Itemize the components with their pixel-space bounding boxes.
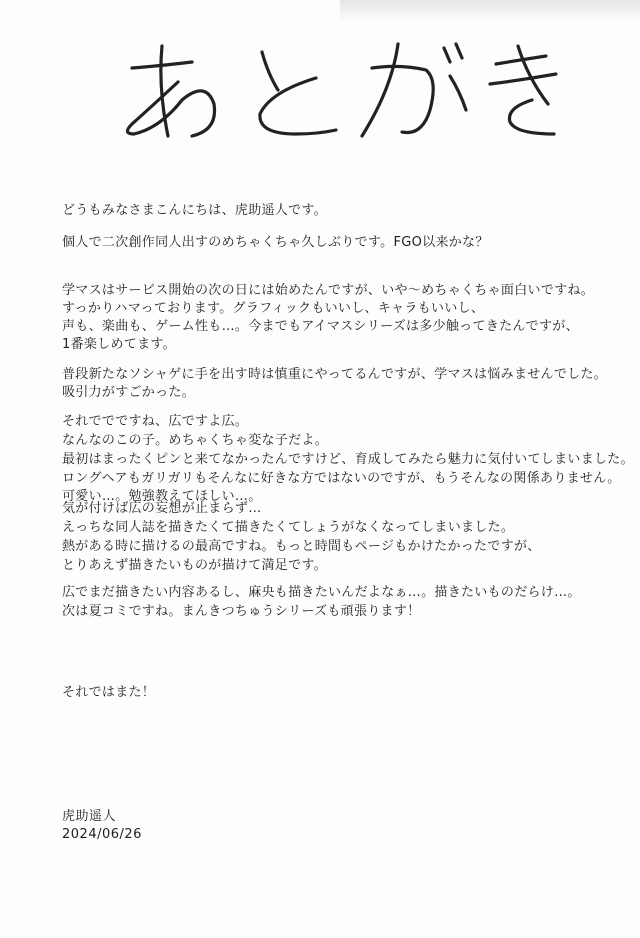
- text-line: 次は夏コミですね。まんきつちゅうシリーズも頑張ります！: [62, 604, 421, 619]
- handwritten-title-logo: [110, 38, 570, 148]
- text-line: それででですね、広ですよ広。: [62, 414, 249, 429]
- text-line: 熱がある時に描けるの最高ですね。もっと時間もページもかけたかったですが、: [62, 539, 541, 554]
- text-line: 学マスはサービス開始の次の日には始めたんですが、いや～めちゃくちゃ面白いですね。: [62, 283, 595, 298]
- text-line: 個人で二次創作同人出すのめちゃくちゃ久しぶりです。FGO以来かな？: [62, 235, 489, 250]
- page-title: [110, 38, 570, 148]
- text-line: ロングヘアもガリガリもそんなに好きな方ではないのですが、もうそんなの関係ありません。: [62, 471, 621, 486]
- text-line: 最初はまったくピンと来てなかったんですけど、育成してみたら魅力に気付いてしまいました。: [62, 452, 634, 467]
- text-line: 気が付けば広の妄想が止まらず…: [62, 501, 262, 516]
- bleed-through-shadow: [340, 0, 640, 22]
- text-line: 普段新たなソシャゲに手を出す時は慎重にやってるんですが、学マスは悩みませんでした。: [62, 367, 608, 382]
- text-line: 広でまだ描きたい内容あるし、麻央も描きたいんだよなぁ…。描きたいものだらけ…。: [62, 585, 581, 600]
- text-line: とりあえず描きたいものが描けて満足です。: [62, 558, 327, 573]
- text-line: 可愛い…。勉強教えてほしい…。: [62, 489, 262, 504]
- signature-date: 2024/06/26: [62, 827, 142, 842]
- text-line: なんなのこの子。めちゃくちゃ変な子だよ。: [62, 433, 329, 448]
- text-line: 吸引力がすごかった。: [62, 385, 196, 400]
- text-line: それではまた！: [62, 685, 156, 700]
- text-line: 声も、楽曲も、ゲーム性も…。今までもアイマスシリーズは多少触ってきたんですが、: [62, 319, 579, 334]
- text-line: すっかりハマっております。グラフィックもいいし、キャラもいいし、: [62, 301, 485, 316]
- signature-name: 虎助遥人: [62, 809, 117, 824]
- text-line: どうもみなさまこんにちは、虎助遥人です。: [62, 203, 327, 218]
- text-line: えっちな同人誌を描きたくて描きたくてしょうがなくなってしまいました。: [62, 520, 515, 535]
- text-line: 1番楽しめてます。: [62, 337, 176, 352]
